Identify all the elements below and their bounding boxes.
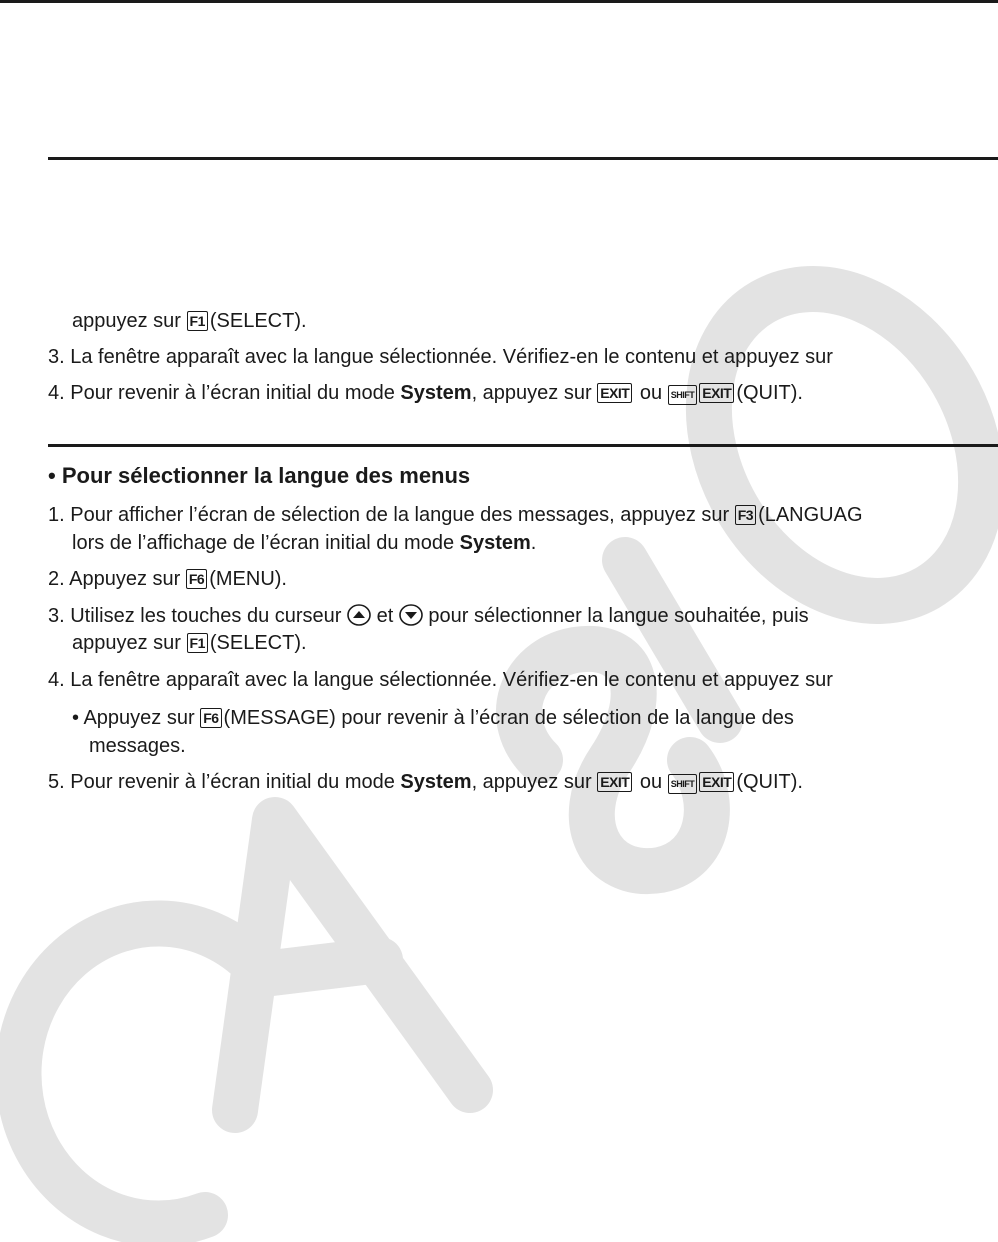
text: (MESSAGE) pour revenir à l’écran de sélection de la langue des	[223, 707, 794, 729]
f3-key-icon: F3	[735, 505, 756, 525]
text: , appuyez sur	[471, 771, 592, 793]
s1-step2-cont	[72, 309, 307, 333]
mode-name: System	[459, 532, 531, 554]
s2-step3-cont	[72, 631, 307, 655]
text: 1. Pour afficher l’écran de sélection de la langue des messages, appuyez sur	[48, 504, 730, 526]
f6-key-icon: F6	[186, 569, 207, 589]
s1-step4	[48, 381, 803, 405]
mode-name: System	[400, 771, 472, 793]
text: et	[376, 605, 394, 627]
exit-key-icon: EXIT	[597, 383, 632, 403]
text: (SELECT).	[209, 632, 307, 654]
f1-key-icon: F1	[187, 633, 208, 653]
cursor-up-icon	[347, 603, 371, 627]
top-border	[0, 0, 998, 3]
mode-name: System	[400, 382, 472, 404]
s2-step3	[48, 603, 809, 627]
s2-bullet-cont: messages.	[89, 735, 186, 757]
section-divider	[48, 444, 998, 447]
bullet-icon: •	[48, 463, 56, 488]
exit-key-icon: EXIT	[699, 383, 734, 403]
text: pour sélectionner la langue souhaitée, puis	[428, 605, 809, 627]
shift-key-icon: SHIFT	[668, 385, 698, 405]
f1-key-icon: F1	[187, 311, 208, 331]
text: .	[530, 532, 537, 554]
cursor-down-icon	[399, 603, 423, 627]
text: appuyez sur	[72, 632, 181, 654]
text: , appuyez sur	[471, 382, 592, 404]
text: (SELECT).	[209, 310, 307, 332]
s2-step1-cont	[72, 531, 536, 555]
s2-step4: 4. La fenêtre apparaît avec la langue sélectionnée. Vérifiez-en le contenu et appuyez sur	[48, 669, 833, 691]
text: appuyez sur	[72, 310, 181, 332]
shift-key-icon: SHIFT	[668, 774, 698, 794]
text: (LANGUAG	[758, 504, 863, 526]
s2-step2	[48, 567, 287, 591]
s1-step3: 3. La fenêtre apparaît avec la langue sélectionnée. Vérifiez-en le contenu et appuyez sur	[48, 346, 833, 368]
text: 2. Appuyez sur	[48, 568, 181, 590]
text: (QUIT).	[736, 382, 803, 404]
text: 4. Pour revenir à l’écran initial du mode	[48, 382, 401, 404]
f6-key-icon: F6	[200, 708, 221, 728]
section-heading	[48, 464, 470, 488]
section-divider	[48, 157, 998, 160]
text: 5. Pour revenir à l’écran initial du mode	[48, 771, 401, 793]
text: 3. Utilisez les touches du curseur	[48, 605, 342, 627]
heading-text: Pour sélectionner la langue des menus	[61, 463, 471, 488]
text: (QUIT).	[736, 771, 803, 793]
text: ou	[639, 771, 663, 793]
text: (MENU).	[209, 568, 287, 590]
text: ou	[639, 382, 663, 404]
s2-bullet	[72, 706, 794, 730]
exit-key-icon: EXIT	[699, 772, 734, 792]
exit-key-icon: EXIT	[597, 772, 632, 792]
text: • Appuyez sur	[72, 707, 195, 729]
text: lors de l’affichage de l’écran initial du mode	[72, 532, 460, 554]
s2-step5	[48, 770, 803, 794]
s2-step1	[48, 503, 863, 527]
